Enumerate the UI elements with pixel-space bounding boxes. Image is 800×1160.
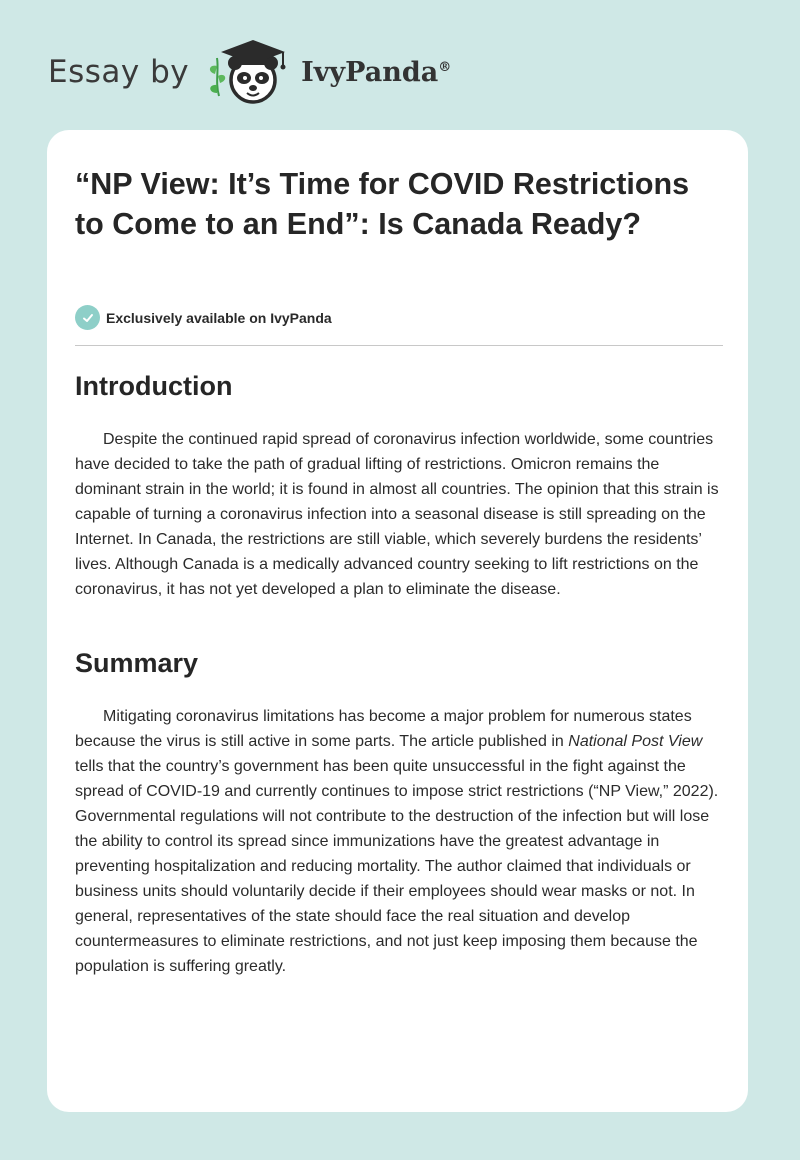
exclusive-label: Exclusively available on IvyPanda — [106, 309, 332, 326]
site-header — [48, 36, 451, 108]
exclusive-badge — [75, 305, 332, 330]
brand-name[interactable]: IvyPanda® — [301, 56, 452, 88]
divider — [75, 345, 723, 346]
summary-heading: Summary — [75, 648, 199, 678]
essay-card — [47, 130, 748, 1112]
essay-title: “NP View: It’s Time for COVID Restrictions to Come to an End”: Is Canada Ready? — [75, 167, 690, 241]
publication-name: National Post View — [568, 733, 703, 750]
essay-by-label: Essay by — [48, 54, 190, 90]
checkmark-icon — [75, 305, 100, 330]
summary-paragraph: Mitigating coronavirus limitations has become a major problem for numerous states because the virus is still active in some parts. The article published in National Post View tells that the country’s government has been quite unsuccessful in the fight against the spread of COVID-19 and currently continues to impose strict restrictions (“NP View,” 2022). Governmental regulations will not contribute to the destruction of the infection but will lose the ability to control its spread since immunizations have the greatest advantage in preventing hospitalization and reducing mortality. The author claimed that individuals or business units should voluntarily decide if their employees should wear masks or not. In general, representatives of the state should face the real situation and develop countermeasures to eliminate restrictions, and not just keep imposing them because the population is suffering greatly. — [75, 708, 719, 975]
introduction-heading: Introduction — [75, 371, 233, 401]
ivypanda-logo-icon[interactable] — [203, 36, 299, 108]
introduction-paragraph: Despite the continued rapid spread of coronavirus infection worldwide, some countries have decided to take the path of gradual lifting of restrictions. Omicron remains the dominant strain in the world; it is found in almost all countries. The opinion that this strain is capable of turning a coronavirus infection into a seasonal disease is still spreading on the Internet. In Canada, the restrictions are still viable, which severely burdens the residents’ lives. Although Canada is a medically advanced country seeking to lift restrictions on the coronavirus, it has not yet developed a plan to eliminate the disease. — [75, 431, 719, 598]
